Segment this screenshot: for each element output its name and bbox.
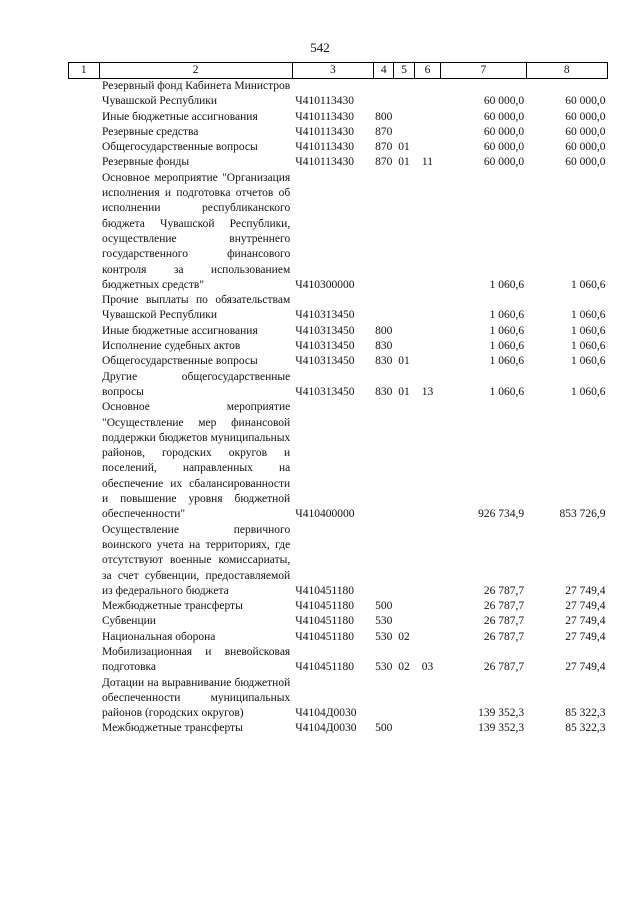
table-row — [69, 721, 608, 736]
target-code: Ч410313450 — [295, 355, 355, 368]
expense-type — [374, 171, 394, 293]
expense-type: 870 — [375, 125, 393, 138]
amount-col8: 60 000,0 — [565, 125, 606, 138]
target-code: Ч4104Д0030 — [295, 707, 357, 720]
expense-type: 800 — [375, 324, 393, 337]
section — [394, 339, 414, 354]
col-header-2: 2 — [99, 63, 292, 79]
target-code: Ч410451180 — [295, 584, 355, 597]
expense-type — [374, 400, 394, 522]
expense-type: 530 — [375, 630, 393, 643]
amount-col7: 139 352,3 — [478, 722, 525, 735]
subsection: 03 — [421, 661, 434, 674]
cell-empty — [69, 110, 100, 125]
cell-empty — [69, 354, 100, 369]
target-code: Ч410451180 — [295, 661, 355, 674]
subsection — [414, 140, 440, 155]
amount-col8: 1 060,6 — [571, 385, 606, 398]
table-row — [69, 171, 608, 293]
col-header-7: 7 — [441, 63, 526, 79]
amount-col7: 60 000,0 — [483, 156, 525, 169]
budget-table — [68, 62, 608, 737]
cell-empty — [69, 400, 100, 522]
amount-col7: 26 787,7 — [483, 615, 525, 628]
section: 01 — [398, 385, 410, 398]
subsection — [414, 599, 440, 614]
section — [394, 171, 414, 293]
expense-type: 800 — [375, 110, 393, 123]
table-row — [69, 370, 608, 401]
amount-col8: 1 060,6 — [571, 309, 606, 322]
subsection: 11 — [421, 156, 433, 169]
table-row — [69, 630, 608, 645]
table-row — [69, 79, 608, 110]
table-row — [69, 125, 608, 140]
table-row — [69, 324, 608, 339]
item-name: Резервные фонды — [102, 156, 190, 169]
item-name: Прочие выплаты по обязательствам Чувашской Республики — [102, 294, 291, 322]
amount-col8: 1 060,6 — [571, 340, 606, 353]
item-name: Субвенции — [102, 615, 156, 628]
item-name: Осуществление первичного воинского учета на территориях, где отсутствуют военные комиссариаты, за счет субвенции, предоставляемой из федерального бюджета — [102, 523, 291, 597]
target-code: Ч410313450 — [295, 385, 355, 398]
table-row — [69, 400, 608, 522]
cell-empty — [69, 79, 100, 110]
expense-type: 530 — [375, 615, 393, 628]
target-code: Ч410313450 — [295, 340, 355, 353]
target-code: Ч410400000 — [295, 508, 355, 521]
target-code: Ч410313450 — [295, 309, 355, 322]
table-row — [69, 155, 608, 170]
expense-type: 530 — [375, 661, 393, 674]
col-header-1: 1 — [69, 63, 100, 79]
item-name: Иные бюджетные ассигнования — [102, 324, 258, 337]
section: 02 — [398, 630, 410, 643]
subsection — [414, 630, 440, 645]
target-code: Ч410113430 — [295, 110, 355, 123]
amount-col7: 1 060,6 — [489, 278, 525, 291]
amount-col7: 1 060,6 — [489, 309, 525, 322]
table-body — [69, 79, 608, 737]
amount-col7: 1 060,6 — [489, 355, 525, 368]
amount-col8: 85 322,3 — [565, 707, 606, 720]
amount-col7: 26 787,7 — [483, 661, 525, 674]
amount-col8: 27 749,4 — [565, 584, 606, 597]
target-code: Ч410300000 — [295, 278, 355, 291]
section — [394, 400, 414, 522]
subsection — [414, 400, 440, 522]
item-name: Межбюджетные трансферты — [102, 722, 243, 735]
item-name: Основное мероприятие "Организация исполнения и подготовка отчетов об исполнении республиканского бюджета Чувашской Республики, осуществление внутреннего государственного финансового контроля за использованием бюджетных средств" — [102, 171, 291, 291]
section — [394, 721, 414, 736]
target-code: Ч410451180 — [295, 600, 355, 613]
header-row — [69, 63, 608, 79]
amount-col7: 26 787,7 — [483, 584, 525, 597]
amount-col7: 926 734,9 — [478, 508, 525, 521]
section — [394, 110, 414, 125]
subsection — [414, 614, 440, 629]
section — [394, 79, 414, 110]
amount-col7: 1 060,6 — [489, 340, 525, 353]
amount-col7: 60 000,0 — [483, 141, 525, 154]
subsection — [414, 293, 440, 324]
expense-type — [374, 293, 394, 324]
amount-col7: 60 000,0 — [483, 110, 525, 123]
cell-empty — [69, 370, 100, 401]
subsection — [414, 171, 440, 293]
expense-type: 870 — [375, 141, 393, 154]
item-name: Исполнение судебных актов — [102, 340, 241, 353]
col-header-6: 6 — [414, 63, 440, 79]
section — [394, 676, 414, 722]
item-name: Другие общегосударственные вопросы — [102, 370, 291, 398]
item-name: Общегосударственные вопросы — [102, 355, 258, 368]
item-name: Резервный фонд Кабинета Министров Чувашской Республики — [102, 80, 291, 108]
table-row — [69, 645, 608, 676]
amount-col8: 27 749,4 — [565, 630, 606, 643]
expense-type: 830 — [375, 340, 393, 353]
expense-type: 500 — [375, 600, 393, 613]
subsection: 13 — [421, 385, 434, 398]
target-code: Ч4104Д0030 — [295, 722, 357, 735]
amount-col8: 60 000,0 — [565, 110, 606, 123]
amount-col7: 26 787,7 — [483, 600, 525, 613]
subsection — [414, 125, 440, 140]
cell-empty — [69, 125, 100, 140]
table-row — [69, 676, 608, 722]
amount-col8: 60 000,0 — [565, 141, 606, 154]
cell-empty — [69, 599, 100, 614]
target-code: Ч410451180 — [295, 615, 355, 628]
section: 01 — [398, 156, 410, 169]
col-header-5: 5 — [394, 63, 414, 79]
amount-col8: 27 749,4 — [565, 661, 606, 674]
amount-col8: 60 000,0 — [565, 156, 606, 169]
cell-empty — [69, 523, 100, 599]
table-row — [69, 140, 608, 155]
subsection — [414, 324, 440, 339]
cell-empty — [69, 171, 100, 293]
page-number: 542 — [310, 40, 330, 55]
cell-empty — [69, 339, 100, 354]
col-header-8: 8 — [526, 63, 607, 79]
amount-col8: 1 060,6 — [571, 324, 606, 337]
section — [394, 293, 414, 324]
amount-col7: 26 787,7 — [483, 630, 525, 643]
target-code: Ч410113430 — [295, 156, 355, 169]
item-name: Мобилизационная и вневойсковая подготовка — [102, 645, 291, 674]
subsection — [414, 721, 440, 736]
subsection — [414, 676, 440, 722]
amount-col7: 60 000,0 — [483, 125, 525, 138]
table-row — [69, 599, 608, 614]
target-code: Ч410451180 — [295, 630, 355, 643]
amount-col7: 139 352,3 — [478, 707, 525, 720]
col-header-4: 4 — [374, 63, 394, 79]
cell-empty — [69, 324, 100, 339]
amount-col8: 60 000,0 — [565, 95, 606, 108]
item-name: Дотации на выравнивание бюджетной обеспеченности муниципальных районов (городских округов) — [102, 676, 291, 720]
amount-col8: 27 749,4 — [565, 615, 606, 628]
item-name: Общегосударственные вопросы — [102, 141, 258, 154]
expense-type — [374, 676, 394, 722]
section: 01 — [398, 355, 410, 368]
subsection — [414, 79, 440, 110]
expense-type: 830 — [375, 385, 393, 398]
section — [394, 614, 414, 629]
table-row — [69, 614, 608, 629]
subsection — [414, 523, 440, 599]
expense-type: 500 — [375, 722, 393, 735]
section — [394, 324, 414, 339]
cell-empty — [69, 614, 100, 629]
section — [394, 125, 414, 140]
table-row — [69, 354, 608, 369]
expense-type: 870 — [375, 156, 393, 169]
subsection — [414, 110, 440, 125]
target-code: Ч410113430 — [295, 141, 355, 154]
expense-type — [374, 523, 394, 599]
table-row — [69, 523, 608, 599]
cell-empty — [69, 645, 100, 676]
table-row — [69, 339, 608, 354]
cell-empty — [69, 140, 100, 155]
amount-col8: 853 726,9 — [559, 508, 606, 521]
col-header-3: 3 — [292, 63, 373, 79]
cell-empty — [69, 676, 100, 722]
item-name: Межбюджетные трансферты — [102, 600, 243, 613]
cell-empty — [69, 721, 100, 736]
item-name: Национальная оборона — [102, 630, 216, 643]
section: 02 — [398, 661, 410, 674]
target-code: Ч410313450 — [295, 324, 355, 337]
target-code: Ч410113430 — [295, 95, 355, 108]
expense-type — [374, 79, 394, 110]
table-row — [69, 293, 608, 324]
cell-empty — [69, 630, 100, 645]
amount-col8: 1 060,6 — [571, 278, 606, 291]
item-name: Иные бюджетные ассигнования — [102, 110, 258, 123]
amount-col8: 27 749,4 — [565, 600, 606, 613]
amount-col7: 60 000,0 — [483, 95, 525, 108]
section: 01 — [398, 141, 410, 154]
amount-col8: 85 322,3 — [565, 722, 606, 735]
subsection — [414, 354, 440, 369]
expense-type: 830 — [375, 355, 393, 368]
amount-col7: 1 060,6 — [489, 385, 525, 398]
target-code: Ч410113430 — [295, 125, 355, 138]
amount-col7: 1 060,6 — [489, 324, 525, 337]
table-row — [69, 110, 608, 125]
cell-empty — [69, 293, 100, 324]
section — [394, 523, 414, 599]
cell-empty — [69, 155, 100, 170]
section — [394, 599, 414, 614]
item-name: Основное мероприятие "Осуществление мер финансовой поддержки бюджетов муниципальных районов, городских округов и поселений, направленных на обеспечение их сбалансированности и повышение уровня бюджетной обеспеченности" — [102, 401, 291, 521]
amount-col8: 1 060,6 — [571, 355, 606, 368]
subsection — [414, 339, 440, 354]
item-name: Резервные средства — [102, 125, 199, 138]
